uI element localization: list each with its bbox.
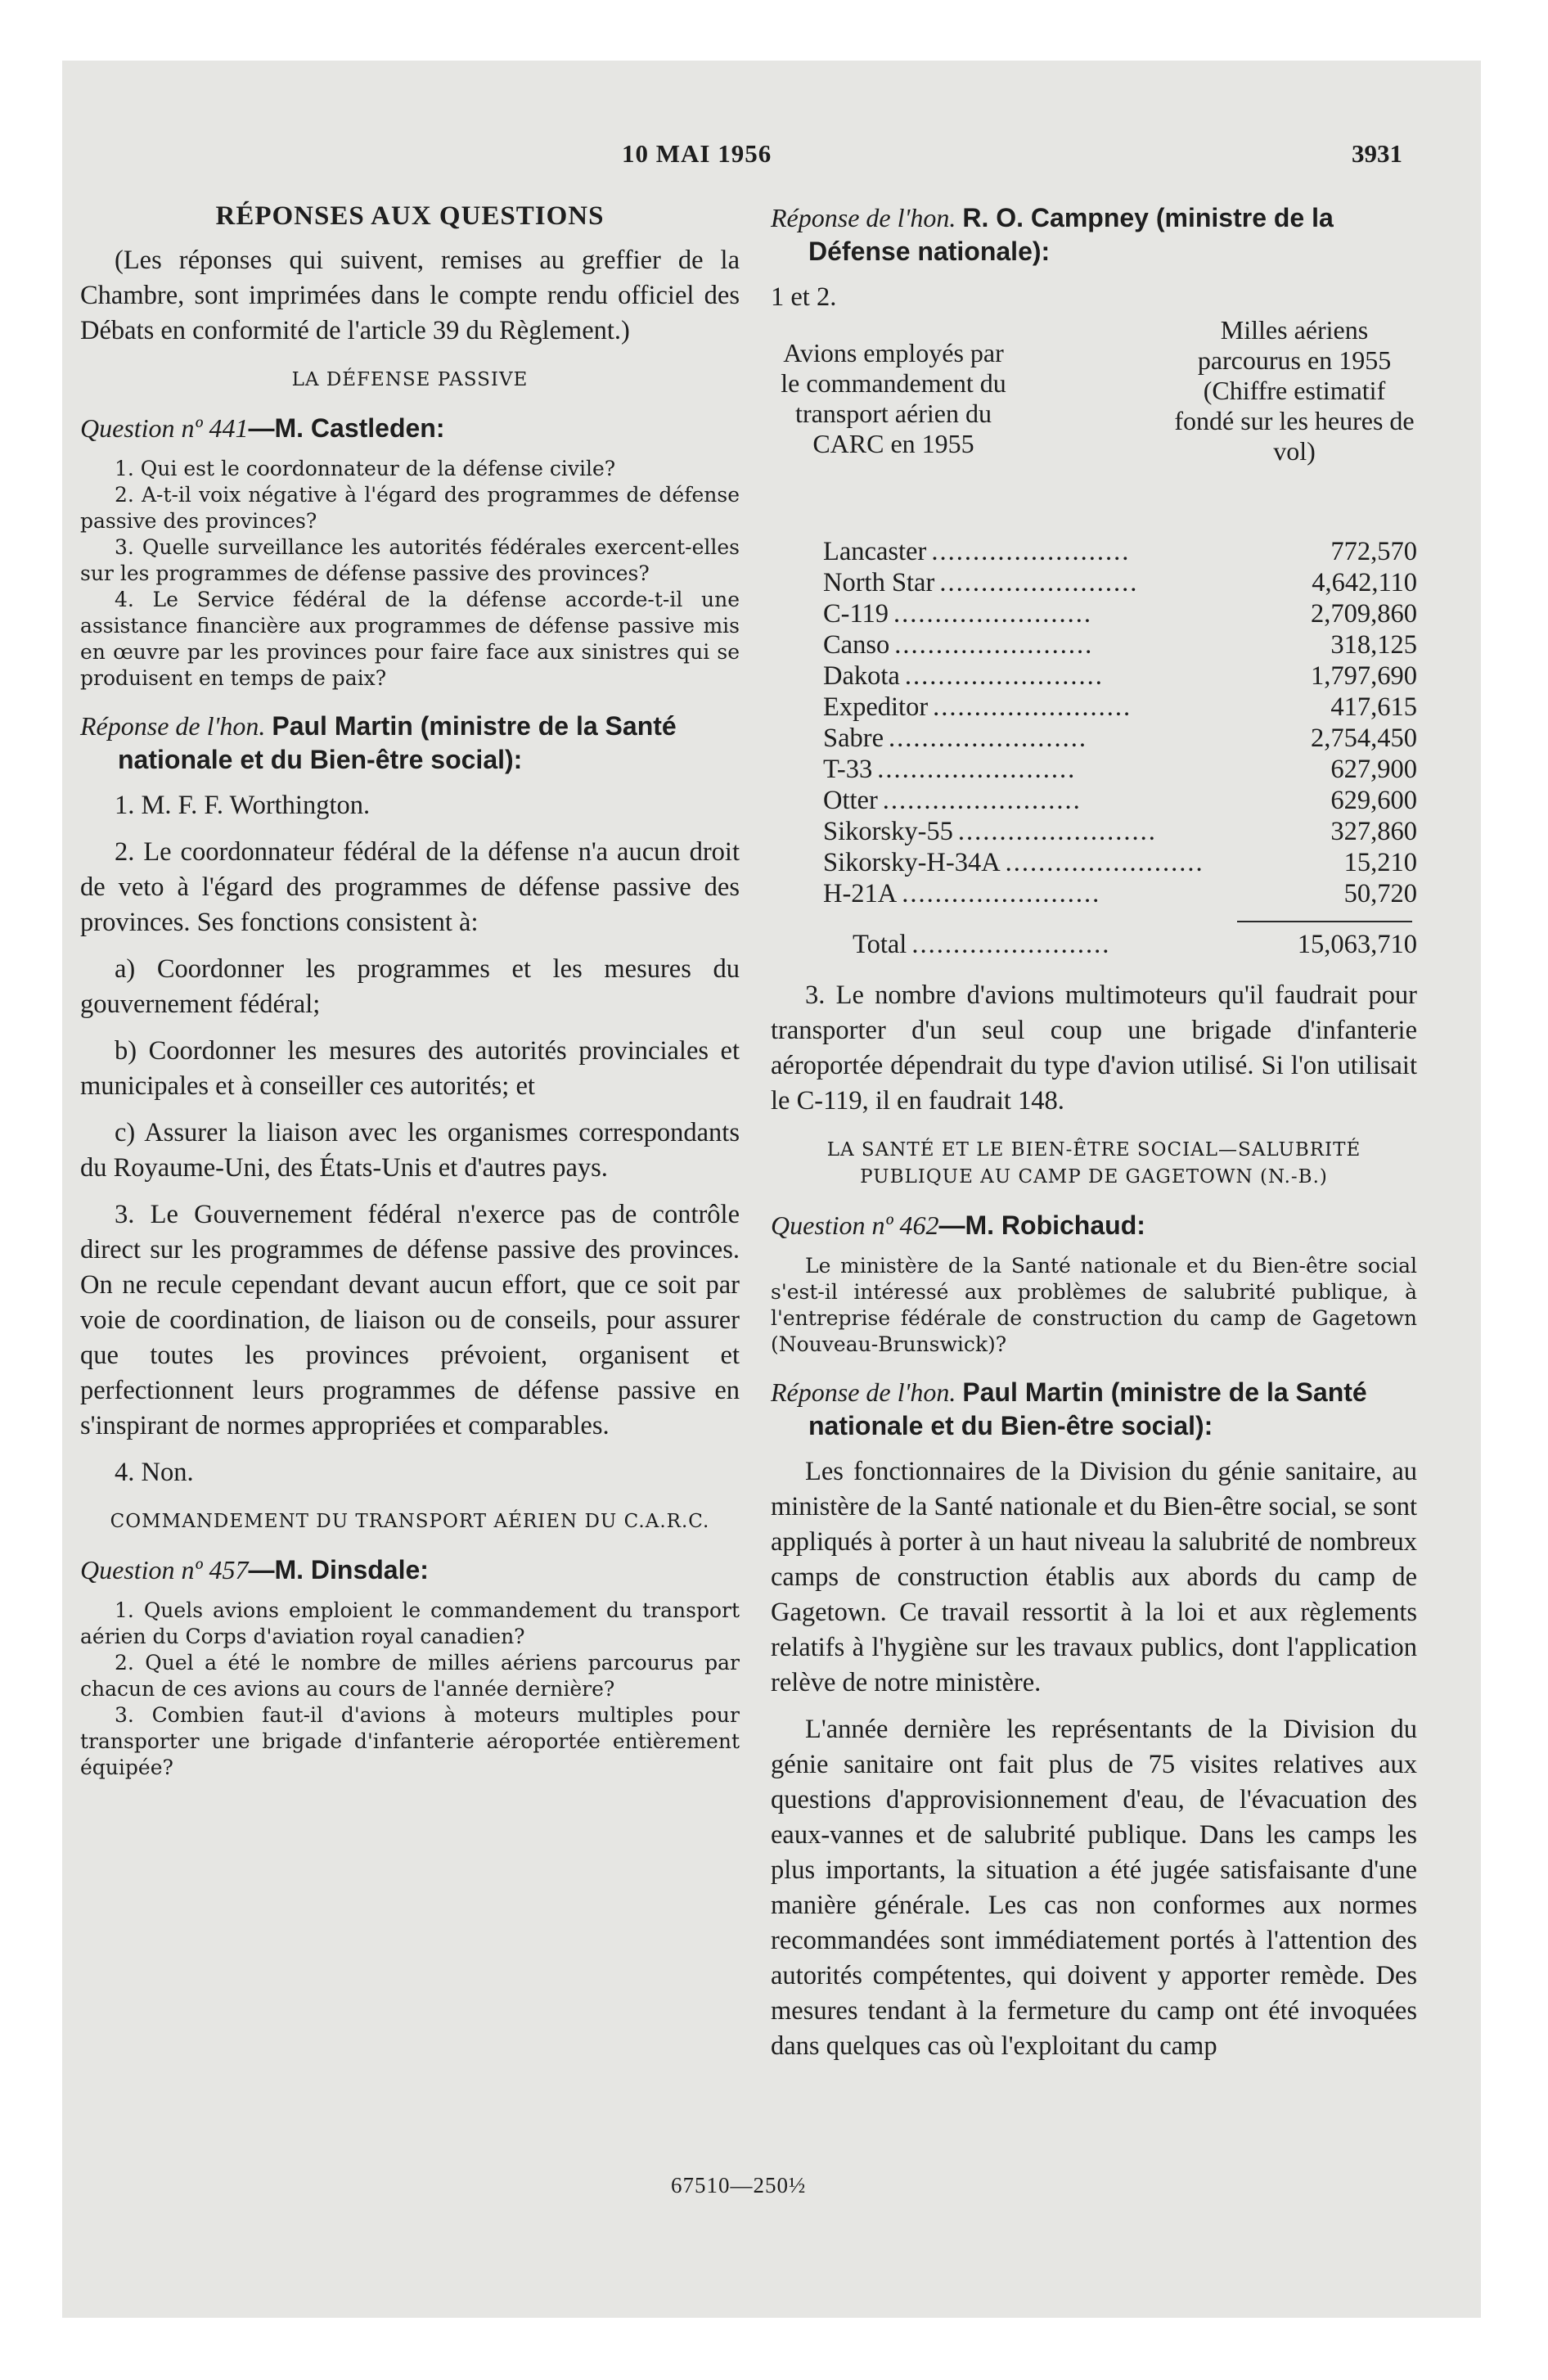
answer-paragraph: L'année dernière les représentants de la Division du génie sanitaire ont fait plus de 75 visites relatives aux questions d'approvisionnement d'eau, de l'évacuation des eaux-vannes et de salubrité publique. Dans les camps les plus importants, la situation a été jugée satisfaisante d'une manière générale. Les cas non conformes aux normes recommandées sont immédiatement portés à l'attention des autorités compétentes, qui doivent y apporter remède. Des mesures tendant à la fermeture du camp ont été invoquées dans quelques cas où l'exploitant du camp bbox=[771, 1715, 1417, 2061]
answer-3: 3. Le nombre d'avions multimoteurs qu'il faudrait pour transporter d'un seul coup une brigade d'infanterie aéroportée dépendrait du type d'avion utilisé. Si l'on utilisait le C-119, il en faudrait 148. bbox=[771, 980, 1417, 1116]
aircraft-name: Canso bbox=[823, 630, 890, 660]
table-col1-header: Avions employés par le commandement du transport aérien du CARC en 1955 bbox=[781, 338, 1006, 458]
answer-item: 1. M. F. F. Worthington. bbox=[115, 791, 371, 820]
right-column bbox=[771, 201, 1417, 2064]
miles-value: 629,600 bbox=[1330, 786, 1417, 815]
miles-value: 2,709,860 bbox=[1311, 599, 1417, 629]
question-item: 2. A-t-il voix négative à l'égard des programmes de défense passive des provinces? bbox=[80, 483, 740, 533]
total-value: 15,063,710 bbox=[1297, 930, 1417, 959]
question-item: 2. Quel a été le nombre de milles aériens parcourus par chacun de ces avions au cours de l'année dernière? bbox=[80, 1651, 740, 1701]
intro-paragraph: (Les réponses qui suivent, remises au greffier de la Chambre, sont imprimées dans le compte rendu officiel des Débats en conformité de l'article 39 du Règlement.) bbox=[80, 246, 740, 345]
answer-item: a) Coordonner les programmes et les mesures du gouvernement fédéral; bbox=[80, 954, 740, 1019]
table-row bbox=[771, 816, 1417, 847]
miles-value: 627,900 bbox=[1330, 755, 1417, 784]
leader-dots: ........................ bbox=[1005, 848, 1204, 877]
question-item: 4. Le Service fédéral de la défense accorde-t-il une assistance financière aux programmes de défense passive mis en œuvre par les provinces pour faire face aux sinistres qui se produisent en temps de paix? bbox=[80, 588, 740, 690]
question-441 bbox=[80, 412, 740, 444]
answer-heading bbox=[80, 710, 740, 777]
miles-value: 327,860 bbox=[1330, 817, 1417, 846]
table-header bbox=[771, 315, 1417, 536]
answer-item: 4. Non. bbox=[115, 1458, 194, 1487]
leader-dots: ........................ bbox=[889, 723, 1087, 753]
aircraft-name: North Star bbox=[823, 568, 935, 597]
section-heading-transport: COMMANDEMENT DU TRANSPORT AÉRIEN DU C.A.R.C. bbox=[110, 1511, 710, 1532]
aircraft-name: Sikorsky-55 bbox=[823, 817, 953, 846]
leader-dots: ........................ bbox=[957, 817, 1157, 846]
total-label: Total bbox=[853, 930, 907, 959]
question-item: 1. Quels avions emploient le commandement du transport aérien du Corps d'aviation royal canadien? bbox=[80, 1598, 740, 1648]
answer-author: R. O. Campney (ministre de la Défense nationale): bbox=[808, 203, 1334, 266]
table-row bbox=[771, 847, 1417, 878]
question-item: 3. Combien faut-il d'avions à moteurs multiples pour transporter une brigade d'infanterie aéroportée entièrement équipée? bbox=[80, 1703, 740, 1779]
aircraft-name: C-119 bbox=[823, 599, 889, 629]
question-author: —M. Dinsdale: bbox=[248, 1555, 429, 1584]
question-text: Le ministère de la Santé nationale et du Bien-être social s'est-il intéressé aux problèmes de salubrité publique, à l'entreprise fédérale de construction du camp de Gagetown (Nouveau-Brunswick)? bbox=[771, 1254, 1417, 1356]
table-row bbox=[771, 692, 1417, 723]
table-row bbox=[771, 536, 1417, 567]
leader-dots: ........................ bbox=[894, 630, 1094, 660]
leader-dots: ........................ bbox=[904, 661, 1104, 691]
leader-dots: ........................ bbox=[882, 786, 1082, 815]
answer-intro: 1 et 2. bbox=[771, 282, 837, 312]
table-body bbox=[771, 536, 1417, 960]
table-row bbox=[771, 629, 1417, 660]
aircraft-name: Otter bbox=[823, 786, 878, 815]
answer-label: Réponse de l'hon. bbox=[771, 203, 956, 232]
question-item: 3. Quelle surveillance les autorités fédérales exercent-elles sur les programmes de défense passive des provinces? bbox=[80, 535, 740, 585]
leader-dots: ........................ bbox=[939, 568, 1139, 597]
aircraft-name: Lancaster bbox=[823, 537, 927, 566]
table-row bbox=[771, 598, 1417, 629]
miles-value: 772,570 bbox=[1330, 537, 1417, 566]
miles-value: 2,754,450 bbox=[1311, 723, 1417, 753]
question-author: —M. Castleden: bbox=[248, 413, 445, 443]
answer-heading bbox=[771, 201, 1417, 268]
leader-dots: ........................ bbox=[933, 692, 1132, 722]
aircraft-name: Expeditor bbox=[823, 692, 929, 722]
header-date: 10 MAI 1956 bbox=[622, 139, 772, 168]
miles-value: 1,797,690 bbox=[1311, 661, 1417, 691]
answer-item: c) Assurer la liaison avec les organismes correspondants du Royaume-Uni, des États-Unis et d'autres pays. bbox=[80, 1118, 740, 1183]
question-label: Question nº 457 bbox=[80, 1555, 249, 1584]
section-heading-health: LA SANTÉ ET LE BIEN-ÊTRE SOCIAL—SALUBRITÉ PUBLIQUE AU CAMP DE GAGETOWN (N.-B.) bbox=[826, 1139, 1361, 1188]
answer-label: Réponse de l'hon. bbox=[80, 711, 266, 741]
question-label: Question nº 441 bbox=[80, 413, 249, 443]
miles-value: 15,210 bbox=[1343, 848, 1417, 877]
table-row bbox=[771, 567, 1417, 598]
answer-item: b) Coordonner les mesures des autorités provinciales et municipales et à conseiller ces autorités; et bbox=[80, 1036, 740, 1101]
leader-dots: ........................ bbox=[911, 930, 1111, 959]
footer-code: 67510—250½ bbox=[671, 2173, 807, 2197]
aircraft-name: Sabre bbox=[823, 723, 884, 753]
leader-dots: ........................ bbox=[893, 599, 1093, 629]
question-author: —M. Robichaud: bbox=[938, 1210, 1145, 1240]
aircraft-name: H-21A bbox=[823, 879, 898, 908]
question-item: 1. Qui est le coordonnateur de la défense civile? bbox=[115, 457, 616, 480]
question-462 bbox=[771, 1209, 1417, 1242]
miles-value: 318,125 bbox=[1330, 630, 1417, 660]
leader-dots: ........................ bbox=[931, 537, 1131, 566]
leader-dots: ........................ bbox=[877, 755, 1077, 784]
aircraft-name: Dakota bbox=[823, 661, 900, 691]
table-row bbox=[771, 754, 1417, 785]
miles-value: 417,615 bbox=[1330, 692, 1417, 722]
answer-paragraph: Les fonctionnaires de la Division du génie sanitaire, au ministère de la Santé nationale et du Bien-être social, se sont appliqués à porter à un haut niveau la salubrité de nombreux camps de construction établis aux abords du camp de Gagetown. Ce travail ressortit à la loi et aux règlements relatifs à l'hygiène sur les travaux publics, dont l'application relève de notre ministère. bbox=[771, 1457, 1417, 1697]
table-row bbox=[771, 785, 1417, 816]
section-title: RÉPONSES AUX QUESTIONS bbox=[215, 201, 605, 231]
table-total-row bbox=[771, 929, 1417, 960]
miles-value: 4,642,110 bbox=[1312, 568, 1417, 597]
aircraft-name: T-33 bbox=[823, 755, 873, 784]
answer-author: Paul Martin (ministre de la Santé nationale et du Bien-être social): bbox=[808, 1377, 1367, 1440]
question-457 bbox=[80, 1553, 740, 1586]
answer-author: Paul Martin (ministre de la Santé nationale et du Bien-être social): bbox=[118, 711, 677, 774]
miles-value: 50,720 bbox=[1343, 879, 1417, 908]
answer-heading bbox=[771, 1376, 1417, 1443]
table-col2-header: Milles aériens parcourus en 1955 (Chiffre estimatif fondé sur les heures de vol) bbox=[1174, 315, 1415, 466]
leader-dots: ........................ bbox=[902, 879, 1101, 908]
table-row bbox=[771, 660, 1417, 692]
answer-item: 3. Le Gouvernement fédéral n'exerce pas de contrôle direct sur les programmes de défense passive des provinces. On ne recule cependant devant aucun effort, que ce soit par voie de coordination, de liaison ou de conseils, pour assurer que toutes les provinces prévoient, organisent et perfectionnent leurs programmes de défense passive en s'inspirant de normes appropriées et comparables. bbox=[80, 1200, 740, 1440]
table-row bbox=[771, 878, 1417, 909]
answer-item: 2. Le coordonnateur fédéral de la défense n'a aucun droit de veto à l'égard des programmes de défense passive des provinces. Ses fonctions consistent à: bbox=[80, 837, 740, 937]
section-heading-defense: LA DÉFENSE PASSIVE bbox=[291, 369, 529, 390]
answer-label: Réponse de l'hon. bbox=[771, 1377, 956, 1407]
header-page-number: 3931 bbox=[1352, 139, 1402, 168]
table-row bbox=[771, 723, 1417, 754]
question-label: Question nº 462 bbox=[771, 1210, 939, 1240]
total-rule bbox=[1237, 921, 1412, 922]
left-column bbox=[80, 201, 740, 1781]
aircraft-name: Sikorsky-H-34A bbox=[823, 848, 1001, 877]
